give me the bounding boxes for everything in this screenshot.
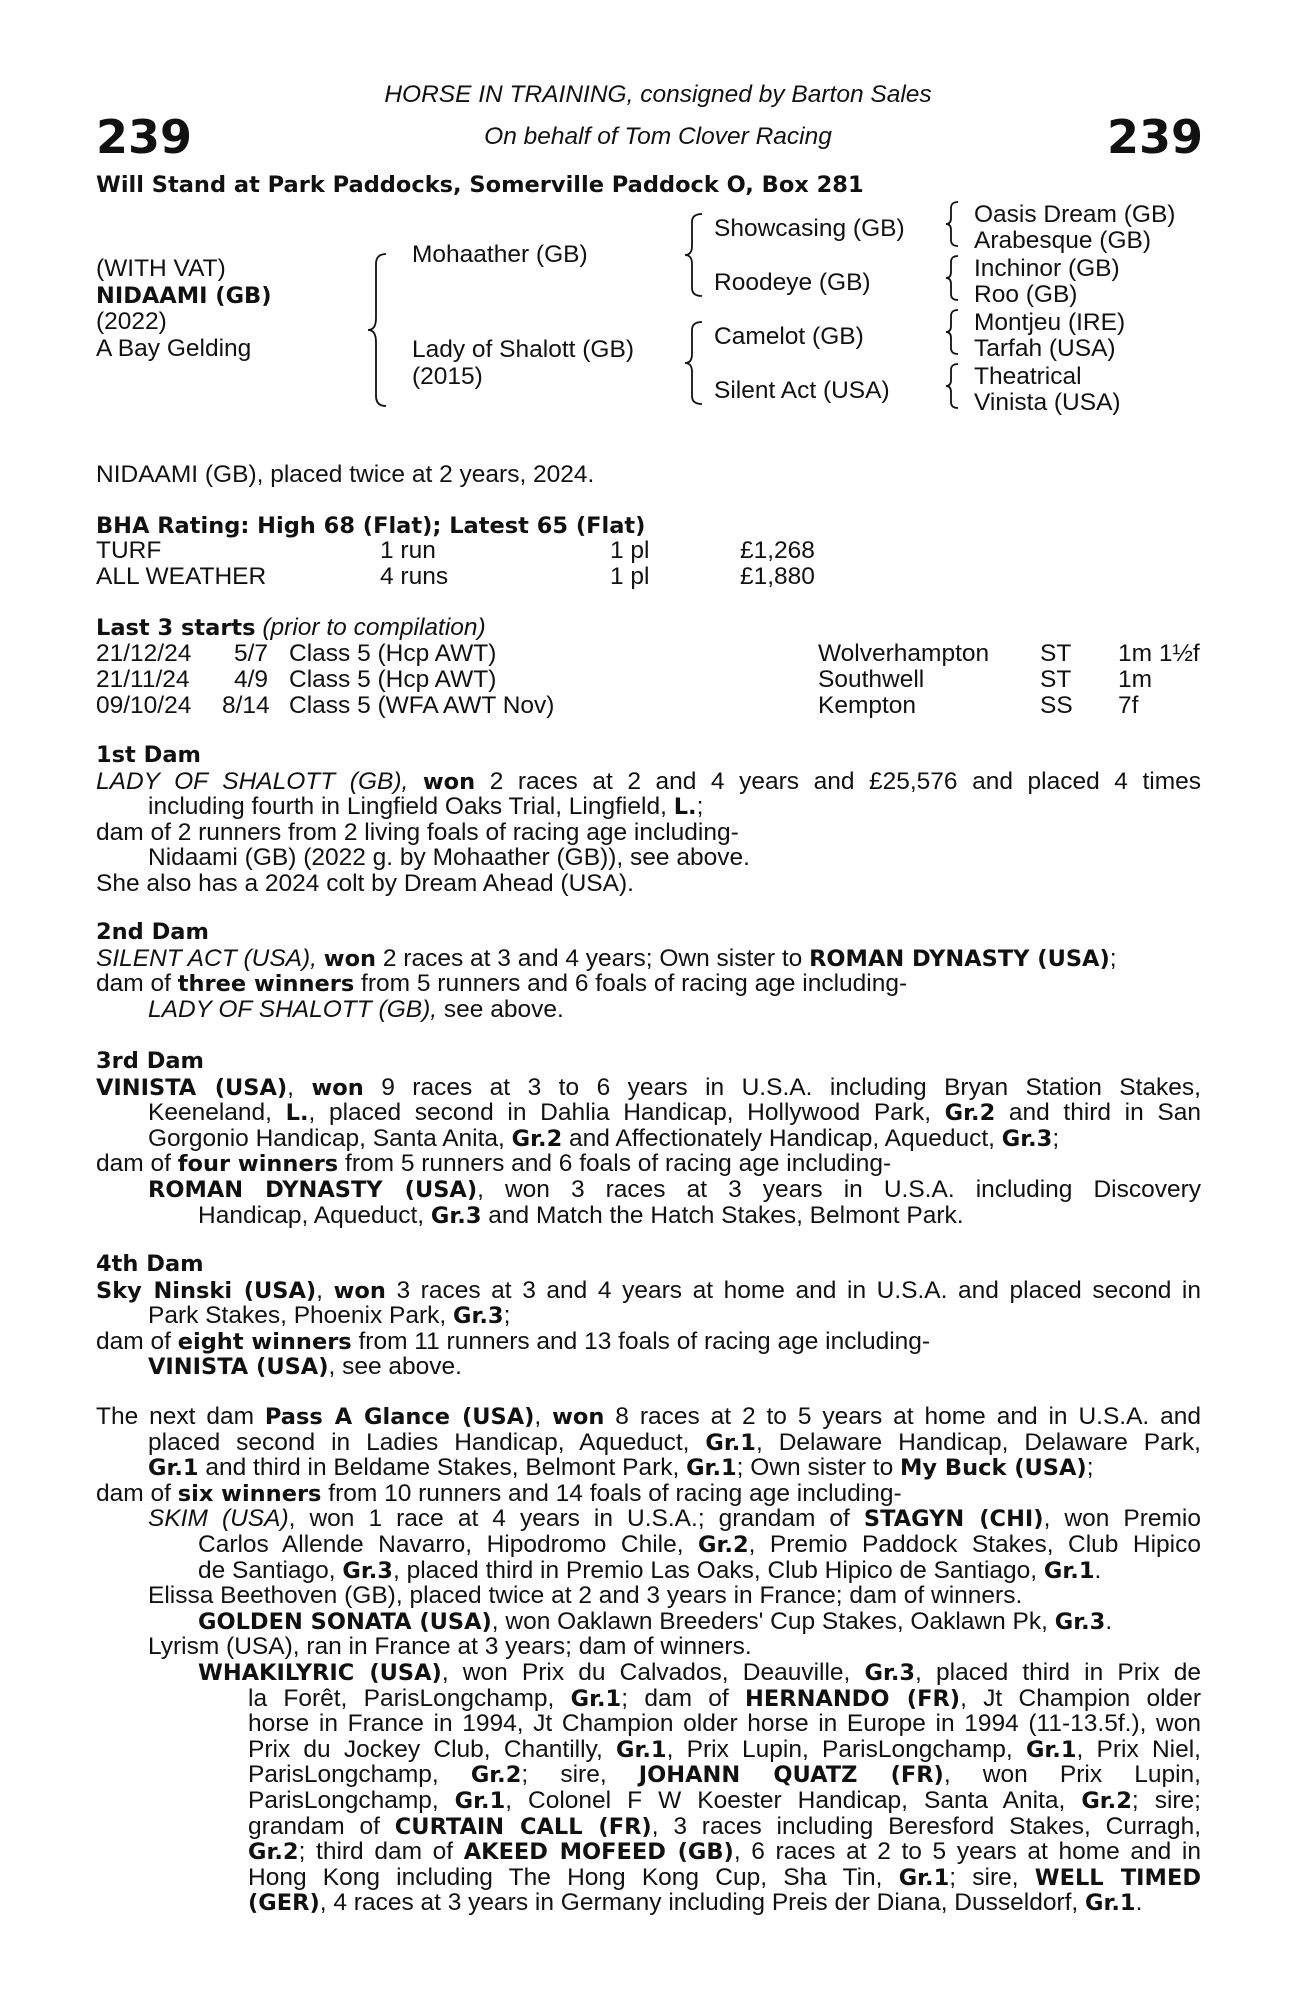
race-summary: NIDAAMI (GB), placed twice at 2 years, 2024.: [96, 461, 595, 488]
last-starts-heading: [96, 615, 486, 642]
sire-dam: Roodeye (GB): [714, 269, 871, 296]
start-course: Wolverhampton: [818, 640, 990, 667]
next-dam-text: Gr.2; third dam of AKEED MOFEED (GB), 6 races at 2 to 5 years at home and in: [248, 1838, 1201, 1866]
start-course: Southwell: [818, 666, 925, 693]
third-dam-text: Keeneland, L., placed second in Dahlia Handicap, Hollywood Park, Gr.2 and third in San: [148, 1099, 1201, 1127]
next-dam-text: Carlos Allende Navarro, Hipodromo Chile, Gr.2, Premio Paddock Stakes, Club Hipico: [198, 1530, 1201, 1558]
pedigree-brace-g34: [946, 256, 962, 300]
rating-placed: 1 pl: [610, 537, 650, 564]
first-dam-title: 1st Dam: [96, 742, 201, 768]
rating-surface: ALL WEATHER: [96, 563, 267, 590]
rating-runs: 1 run: [380, 537, 436, 564]
sire-name: Mohaather (GB): [412, 241, 588, 268]
dam-year: (2015): [412, 363, 483, 390]
next-dam-text: Hong Kong including The Hong Kong Cup, Sha Tin, Gr.1; sire, WELL TIMED: [248, 1863, 1201, 1891]
start-pos: 4/9: [234, 666, 269, 693]
third-dam-text: Gorgonio Handicap, Santa Anita, Gr.2 and Affectionately Handicap, Aqueduct, Gr.3;: [148, 1124, 1060, 1152]
start-pos: 8/14: [222, 692, 270, 719]
start-race: Class 5 (Hcp AWT): [289, 666, 497, 693]
vat-label: (WITH VAT): [96, 255, 226, 282]
second-dam-text: LADY OF SHALOTT (GB), see above.: [148, 995, 564, 1023]
next-dam-text: GOLDEN SONATA (USA), won Oaklawn Breeders' Cup Stakes, Oaklawn Pk, Gr.3.: [198, 1607, 1113, 1635]
last-starts-note: (prior to compilation): [262, 614, 486, 641]
third-dam-text: dam of four winners from 5 runners and 6 foals of racing age including-: [96, 1150, 892, 1178]
horse-name: NIDAAMI (GB): [96, 283, 272, 309]
consignor-line: HORSE IN TRAINING, consigned by Barton Sales: [384, 81, 932, 108]
next-dam-text: Gr.1 and third in Beldame Stakes, Belmont Park, Gr.1; Own sister to My Buck (USA);: [148, 1454, 1094, 1482]
lot-number-right: 239: [1106, 110, 1203, 164]
fourth-dam-text: VINISTA (USA), see above.: [148, 1353, 462, 1381]
sire-sire: Showcasing (GB): [714, 215, 905, 242]
start-race: Class 5 (Hcp AWT): [289, 640, 497, 667]
next-dam-text: grandam of CURTAIN CALL (FR), 3 races including Beresford Stakes, Curragh,: [248, 1812, 1201, 1840]
start-course: Kempton: [818, 692, 917, 719]
rating-surface: TURF: [96, 537, 162, 564]
second-dam-title: 2nd Dam: [96, 919, 209, 945]
start-date: 21/11/24: [96, 666, 190, 693]
next-dam-text: horse in France in 1994, Jt Champion older horse in Europe in 1994 (11-13.5f.), won: [248, 1710, 1201, 1738]
rating-runs: 4 runs: [380, 563, 449, 590]
second-dam-text: SILENT ACT (USA), won 2 races at 3 and 4 years; Own sister to ROMAN DYNASTY (USA);: [96, 944, 1117, 972]
next-dam-text: de Santiago, Gr.3, placed third in Premio Las Oaks, Club Hipico de Santiago, Gr.1.: [198, 1556, 1102, 1584]
next-dam-text: Lyrism (USA), ran in France at 3 years; dam of winners.: [148, 1633, 752, 1661]
second-dam-section: [96, 920, 1201, 1022]
third-dam-title: 3rd Dam: [96, 1048, 204, 1074]
start-distance: 1m: [1118, 666, 1153, 693]
start-going: ST: [1040, 640, 1072, 667]
third-dam-text: VINISTA (USA), won 9 races at 3 to 6 years in U.S.A. including Bryan Station Stakes,: [96, 1073, 1201, 1101]
on-behalf-line: On behalf of Tom Clover Racing: [484, 123, 832, 150]
first-dam-text: She also has a 2024 colt by Dream Ahead (USA).: [96, 869, 634, 897]
next-dam-text: ParisLongchamp, Gr.1, Colonel F W Koester Handicap, Santa Anita, Gr.2; sire;: [248, 1786, 1201, 1814]
next-dam-text: dam of six winners from 10 runners and 14 foals of racing age including-: [96, 1479, 902, 1507]
dam-dam: Silent Act (USA): [714, 377, 890, 404]
first-dam-section: [96, 743, 1201, 897]
start-date: 09/10/24: [96, 692, 192, 719]
next-dam-text: WHAKILYRIC (USA), won Prix du Calvados, Deauville, Gr.3, placed third in Prix de: [198, 1658, 1201, 1686]
stand-location: Will Stand at Park Paddocks, Somerville Paddock O, Box 281: [96, 172, 864, 198]
start-distance: 7f: [1118, 692, 1139, 719]
start-going: SS: [1040, 692, 1073, 719]
start-date: 21/12/24: [96, 640, 192, 667]
next-dam-text: Elissa Beethoven (GB), placed twice at 2 and 3 years in France; dam of winners.: [148, 1582, 1023, 1610]
rating-title: BHA Rating: High 68 (Flat); Latest 65 (Flat): [96, 513, 646, 539]
fourth-dam-text: dam of eight winners from 11 runners and 13 foals of racing age including-: [96, 1327, 931, 1355]
start-going: ST: [1040, 666, 1072, 693]
pedigree-brace-main: [372, 254, 392, 406]
pedigree-brace-g78: [946, 364, 962, 408]
start-pos: 5/7: [234, 640, 269, 667]
granddam-6: Tarfah (USA): [974, 335, 1116, 362]
pedigree-brace-dam: [688, 322, 708, 404]
third-dam-text: ROMAN DYNASTY (USA), won 3 races at 3 years in U.S.A. including Discovery: [148, 1175, 1201, 1203]
dam-sire: Camelot (GB): [714, 323, 864, 350]
grandsire-3: Inchinor (GB): [974, 255, 1120, 282]
first-dam-text: including fourth in Lingfield Oaks Trial, Lingfield, L.;: [148, 793, 704, 821]
lot-number-left: 239: [96, 110, 193, 164]
dam-name: Lady of Shalott (GB): [412, 336, 634, 363]
granddam-4: Roo (GB): [974, 281, 1078, 308]
fourth-dam-text: Sky Ninski (USA), won 3 races at 3 and 4 years at home and in U.S.A. and placed second in: [96, 1276, 1201, 1304]
rating-placed: 1 pl: [610, 563, 650, 590]
next-dam-text: The next dam Pass A Glance (USA), won 8 races at 2 to 5 years at home and in U.S.A. and: [96, 1403, 1202, 1430]
horse-description: A Bay Gelding: [96, 335, 252, 362]
horse-year: (2022): [96, 308, 167, 335]
fourth-dam-section: [96, 1252, 1201, 1380]
pedigree-brace-g56: [946, 310, 962, 354]
third-dam-section: [96, 1049, 1201, 1228]
fourth-dam-title: 4th Dam: [96, 1251, 204, 1277]
grandsire-1: Oasis Dream (GB): [974, 201, 1176, 228]
next-dam-text: (GER), 4 races at 3 years in Germany including Preis der Diana, Dusseldorf, Gr.1.: [248, 1889, 1143, 1917]
rating-prize: £1,880: [740, 563, 815, 590]
granddam-2: Arabesque (GB): [974, 227, 1152, 254]
start-race: Class 5 (WFA AWT Nov): [289, 692, 555, 719]
next-dam-text: la Forêt, ParisLongchamp, Gr.1; dam of HERNANDO (FR), Jt Champion older: [248, 1684, 1202, 1712]
start-distance: 1m 1½f: [1118, 640, 1200, 667]
third-dam-text: Handicap, Aqueduct, Gr.3 and Match the Hatch Stakes, Belmont Park.: [198, 1201, 964, 1229]
next-dam-text: placed second in Ladies Handicap, Aqueduct, Gr.1, Delaware Handicap, Delaware Park,: [148, 1428, 1201, 1456]
rating-prize: £1,268: [740, 537, 815, 564]
pedigree-brace-g12: [946, 202, 962, 246]
pedigree-brace-sire: [688, 214, 708, 296]
next-dam-text: SKIM (USA), won 1 race at 4 years in U.S.A.; grandam of STAGYN (CHI), won Premio: [148, 1505, 1201, 1533]
last-starts-title: Last 3 starts: [96, 615, 256, 641]
grandsire-5: Montjeu (IRE): [974, 309, 1126, 336]
first-dam-text: Nidaami (GB) (2022 g. by Mohaather (GB)), see above.: [148, 844, 750, 872]
second-dam-text: dam of three winners from 5 runners and 6 foals of racing age including-: [96, 970, 908, 998]
granddam-8: Vinista (USA): [974, 389, 1121, 416]
fourth-dam-text: Park Stakes, Phoenix Park, Gr.3;: [148, 1302, 511, 1330]
first-dam-text: LADY OF SHALOTT (GB), won 2 races at 2 and 4 years and £25,576 and placed 4 times: [96, 767, 1201, 795]
next-dam-text: Prix du Jockey Club, Chantilly, Gr.1, Prix Lupin, ParisLongchamp, Gr.1, Prix Niel,: [248, 1735, 1201, 1763]
grandsire-7: Theatrical: [974, 363, 1082, 390]
first-dam-text: dam of 2 runners from 2 living foals of racing age including-: [96, 818, 739, 846]
next-dam-section: [96, 1404, 1201, 1916]
next-dam-text: ParisLongchamp, Gr.2; sire, JOHANN QUATZ (FR), won Prix Lupin,: [248, 1761, 1201, 1789]
